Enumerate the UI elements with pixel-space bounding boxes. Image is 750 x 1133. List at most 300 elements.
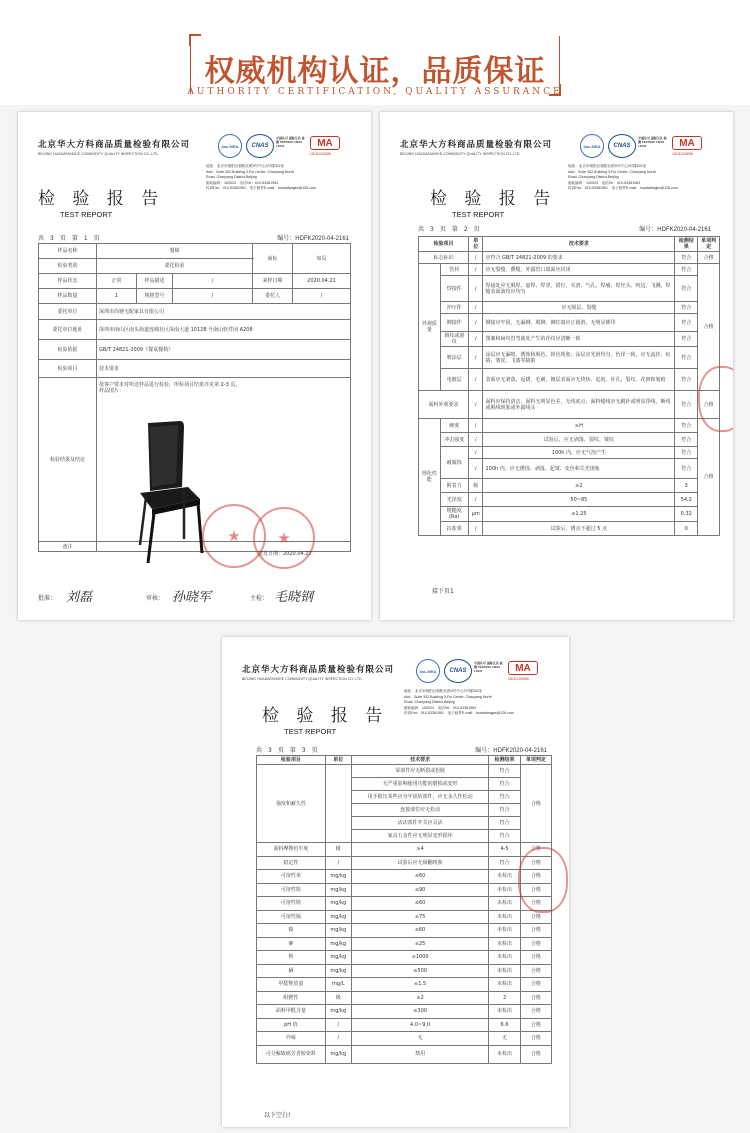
- table-cell: 合格: [698, 391, 720, 419]
- table-cell: 符合: [675, 419, 698, 433]
- ilac-logo: ilac-MRA: [580, 134, 604, 158]
- table-cell: 合格: [520, 1005, 551, 1019]
- table-cell: 用手揿压某些应为牢固的部件，应无永久性松动: [351, 791, 489, 804]
- table-row: [419, 332, 720, 347]
- table-cell: 符合: [675, 252, 698, 264]
- table-cell: /: [468, 433, 483, 447]
- table-row: [257, 856, 552, 870]
- cnas-logo: CNAS: [444, 659, 472, 683]
- table-cell: 规格型号: [137, 289, 173, 304]
- cnas-text: 中国认可 国际互认 检测 TESTING CNAS L6137: [638, 136, 667, 148]
- table-row: [257, 910, 552, 924]
- table-cell: /: [468, 459, 483, 479]
- table-row: [419, 447, 720, 459]
- table-cell: 委托单位地址: [39, 320, 97, 340]
- table-cell: 光泽度: [440, 493, 468, 507]
- table-cell: 检验项目: [257, 756, 326, 765]
- table-cell: /: [468, 347, 483, 369]
- table-cell: 可溶性铬: [257, 897, 326, 911]
- table-cell: 合格: [520, 1032, 551, 1046]
- cnas-text: 中国认可 国际互认 检测 TESTING CNAS L6137: [474, 661, 503, 673]
- table-cell: 符合: [675, 347, 698, 369]
- table-cell: 家具五金件应无明显变形损坏: [351, 830, 489, 843]
- table-cell: 来样日期: [253, 274, 293, 289]
- table-cell: /: [468, 391, 483, 419]
- table-cell: 焊接处应无脱焊、虚焊、焊穿、错位、夹渣，气孔、焊瘤、焊丝头、咬边、飞溅，焊缝表面波纹应均匀: [483, 276, 675, 302]
- table-cell: 粗糙度 (Ra): [440, 507, 468, 522]
- table-cell: 0.32: [675, 507, 698, 522]
- report-number: 编号：HDFK2020-04-2161: [277, 236, 349, 242]
- table-cell: 2020.04.21: [293, 274, 351, 289]
- table-cell: 合格: [520, 951, 551, 965]
- table-cell: ≤1.5: [351, 978, 489, 992]
- table-cell: 技术要求: [97, 360, 351, 378]
- table-cell: 合格: [520, 897, 551, 911]
- table-cell: ≤1000: [351, 951, 489, 965]
- table-cell: 合格: [520, 856, 551, 870]
- table-row: [419, 433, 720, 447]
- table-cell: 54.2: [675, 493, 698, 507]
- report-title: 检 验 报 告: [262, 706, 389, 726]
- cert-logos: [218, 134, 353, 160]
- org-name: 北京华大方科商品质量检验有限公司: [400, 140, 553, 150]
- table-cell: 应符合 GB/T 24821-2009 的要求: [483, 252, 675, 264]
- table-cell: 1: [97, 289, 137, 304]
- table-cell: /: [325, 1018, 351, 1032]
- table-cell: /: [468, 252, 483, 264]
- table-cell: 附着力: [440, 479, 468, 493]
- report-title-en: TEST REPORT: [452, 210, 505, 219]
- table-cell: 未检出: [489, 951, 520, 965]
- report-page-1: [18, 112, 371, 620]
- table-cell: /: [468, 369, 483, 391]
- table-cell: ≤300: [351, 1005, 489, 1019]
- table-cell: 理化性能: [419, 419, 441, 536]
- table-cell: 备注: [39, 542, 97, 552]
- table-cell: 级: [325, 843, 351, 857]
- table-cell: 合格: [520, 843, 551, 857]
- table-cell: 3: [675, 479, 698, 493]
- table-cell: 技术要求: [483, 237, 675, 252]
- table-row: [257, 870, 552, 884]
- table-cell: 电镀层: [440, 369, 468, 391]
- table-cell: 符合: [489, 856, 520, 870]
- table-cell: 符合: [675, 302, 698, 314]
- table-cell: 深圳市尚驰宅配家具有限公司: [97, 304, 351, 320]
- table-cell: 符合: [489, 804, 520, 817]
- cert-logos: [416, 659, 551, 685]
- table-cell: 镍: [257, 924, 326, 938]
- table-cell: ≤500: [351, 964, 489, 978]
- report-title-en: TEST REPORT: [284, 727, 337, 736]
- table-cell: mg/kg: [325, 924, 351, 938]
- table-cell: 4.0~9.0: [351, 1018, 489, 1032]
- cnas-logo: CNAS: [608, 134, 636, 158]
- table-cell: 连接部位应无松动: [351, 804, 489, 817]
- table-row: [257, 951, 552, 965]
- table-cell: 铆接应牢固，无漏铆、脱铆，铆钉端应正圆滑，无明显锤印: [483, 314, 675, 332]
- table-cell: 耐腐蚀: [440, 447, 468, 479]
- table-cell: 100h 内，应无锈蚀、剥落、起皱、变色和失光现象: [483, 459, 675, 479]
- table-cell: 可溶性镉: [257, 910, 326, 924]
- table-row: [257, 1005, 552, 1019]
- table-cell: 无严重影响使用功能的磨损或变形: [351, 778, 489, 791]
- report-number: 编号：HDFK2020-04-2161: [475, 748, 547, 754]
- table-cell: /: [468, 447, 483, 459]
- table-cell: 0: [675, 522, 698, 536]
- table-row: [257, 1045, 552, 1063]
- table-cell: 标志标识: [419, 252, 469, 264]
- table-cell: 检验依据: [39, 340, 97, 360]
- page-indicator: 共 3 页 第 1 页: [38, 235, 100, 242]
- table-row: [419, 522, 720, 536]
- table-row: [257, 991, 552, 1005]
- table-cell: 合格: [520, 924, 551, 938]
- table-cell: 甲醛释放量: [257, 978, 326, 992]
- header-banner: [0, 0, 750, 105]
- table-row: [419, 347, 720, 369]
- table-cell: 喷涂层: [440, 347, 468, 369]
- table-cell: 可分解致癌芳香胺染料: [257, 1045, 326, 1063]
- banner-subtitle: AUTHORITY CERTIFICATION, QUALITY ASSURANCE: [187, 87, 563, 97]
- page-indicator: 共 3 页 第 3 页: [256, 747, 318, 754]
- table-cell: 委托人: [253, 289, 293, 304]
- table-cell: 2: [489, 991, 520, 1005]
- table-cell: 面料应保持清洁，面料无明显色差，无线底点；面料缝线应无跳针或明显浮线，断线或脱线现象或外露线头: [483, 391, 675, 419]
- table-cell: mg/kg: [325, 1045, 351, 1063]
- org-name-en: BEIJING HUADAFANGKE COMMODITY QUALITY INSPECTION CO.,LTD: [242, 677, 362, 681]
- table-cell: 焊接件: [440, 276, 468, 302]
- table-cell: 委托单位: [39, 304, 97, 320]
- table-row: [257, 897, 552, 911]
- table-cell: μm: [468, 507, 483, 522]
- table-row: [257, 1032, 552, 1046]
- table-cell: 面料摩擦色牢度: [257, 843, 326, 857]
- table-row: [419, 391, 720, 419]
- table-cell: 合格: [698, 252, 720, 264]
- table-cell: 涂层应无漏喷、锈蚀和脱色、掉色现象；涂层应光滑均匀，色泽一致，应无流挂、疙瘩、皱皮、飞漆等缺陷: [483, 347, 675, 369]
- table-cell: ≤60: [351, 870, 489, 884]
- table-cell: /: [293, 289, 351, 304]
- table-row: [419, 264, 720, 276]
- table-cell: /: [468, 302, 483, 314]
- table-cell: ≤25: [351, 937, 489, 951]
- cma-logo: MA: [310, 136, 340, 150]
- table-cell: 检验项目: [39, 360, 97, 378]
- report-page-2: [380, 112, 733, 620]
- table-cell: 4-5: [489, 843, 520, 857]
- table-row: [257, 964, 552, 978]
- org-address: 地址：北京市朝阳区朝阳北路9号中心3号楼302室 Add：Suite 302,Building 3,Fui Center, Chaoyang North Road ,Chaoyang District,Beijing 邮政编码：100024 电话Tel：010-53381963 传真Fax：010-53381961 电子邮件E-mail：huadafangke@126.com: [404, 689, 514, 716]
- table-cell: 50~85: [483, 493, 675, 507]
- table-cell: 试验后，锈点不超过 5 点: [483, 522, 675, 536]
- table-row: [257, 924, 552, 938]
- table-cell: ≥2: [351, 991, 489, 1005]
- table-cell: 未检出: [489, 910, 520, 924]
- table-cell: 合格: [520, 883, 551, 897]
- table-cell: 6.6: [489, 1018, 520, 1032]
- table-cell: ≤75: [351, 910, 489, 924]
- table-cell: 试验后，应无剥落、裂纹、皱纹: [483, 433, 675, 447]
- table-cell: 未检出: [489, 978, 520, 992]
- table-cell: 委托检验: [97, 259, 253, 274]
- table-cell: mg/L: [325, 978, 351, 992]
- table-cell: 合格: [520, 978, 551, 992]
- table-cell: /: [325, 1032, 351, 1046]
- table-cell: 样品名称: [39, 244, 97, 259]
- table-cell: 未检出: [489, 883, 520, 897]
- table-cell: 强度和耐久性: [257, 765, 326, 843]
- table-cell: pH 值: [257, 1018, 326, 1032]
- table-row: [419, 369, 720, 391]
- table-cell: [325, 765, 351, 843]
- table-cell: 检验项目: [419, 237, 469, 252]
- table-cell: 符合: [489, 830, 520, 843]
- table-cell: 异味: [257, 1032, 326, 1046]
- table-row: [257, 978, 552, 992]
- table-cell: ≤1.25: [483, 507, 675, 522]
- table-row: [257, 937, 552, 951]
- table-cell: 检测结果: [489, 756, 520, 765]
- table-cell: 餐椅: [97, 244, 253, 259]
- table-cell: 级: [468, 479, 483, 493]
- results-table-3: [256, 755, 552, 1064]
- table-cell: 应无裂缝、叠缝，外露管口端面应封闭: [483, 264, 675, 276]
- table-cell: /: [325, 856, 351, 870]
- table-cell: 检验结果及结论: [39, 378, 97, 542]
- table-cell: 样品状态: [39, 274, 97, 289]
- table-cell: 符合: [675, 459, 698, 479]
- table-cell: ≥2: [483, 479, 675, 493]
- table-cell: 未检出: [489, 870, 520, 884]
- cert-logos: [580, 134, 715, 160]
- table-row: [419, 252, 720, 264]
- org-name-en: BEIJING HUADAFANGKE COMMODITY QUALITY INSPECTION CO.,LTD: [400, 152, 520, 156]
- table-cell: /: [468, 314, 483, 332]
- table-cell: 冲压件: [440, 302, 468, 314]
- table-cell: 未检出: [489, 964, 520, 978]
- table-cell: 样品数量: [39, 289, 97, 304]
- table-cell: 符合: [675, 369, 698, 391]
- table-cell: 单项判定: [698, 237, 720, 252]
- end-note: 以下空白!: [264, 1112, 291, 1119]
- table-cell: 铆接件: [440, 314, 468, 332]
- table-row: [257, 883, 552, 897]
- reviewer-signature: 孙晓军: [172, 590, 212, 605]
- table-cell: 符合: [489, 791, 520, 804]
- table-cell: GB/T 24821-2009《餐桌餐椅》: [97, 340, 351, 360]
- report-page-3: [222, 637, 569, 1127]
- table-cell: 面料外观要求: [419, 391, 469, 419]
- table-cell: 符合: [489, 817, 520, 830]
- table-cell: 合格: [520, 870, 551, 884]
- table-cell: 未检出: [489, 1045, 520, 1063]
- table-cell: 级: [325, 991, 351, 1005]
- table-cell: 应无脱层、裂缝: [483, 302, 675, 314]
- table-cell: ≤60: [351, 897, 489, 911]
- table-cell: 面料甲醛含量: [257, 1005, 326, 1019]
- table-cell: 深圳市南山区南头街道莲城社区深南大道 10128 号南山软件园 A208: [97, 320, 351, 340]
- cma-logo: MA: [672, 136, 702, 150]
- table-cell: 未检出: [489, 937, 520, 951]
- table-cell: 检验类别: [39, 259, 97, 274]
- table-cell: 无: [351, 1032, 489, 1046]
- table-cell: mg/kg: [325, 870, 351, 884]
- table-cell: 禁用: [351, 1045, 489, 1063]
- chair-photo: [118, 417, 208, 565]
- table-cell: ≤90: [351, 883, 489, 897]
- table-cell: 符合: [675, 276, 698, 302]
- ilac-logo: ilac-MRA: [416, 659, 440, 683]
- table-row: [257, 843, 552, 857]
- table-cell: 符合: [675, 447, 698, 459]
- table-cell: 硒: [257, 964, 326, 978]
- table-cell: mg/kg: [325, 951, 351, 965]
- banner-title: 权威机构认证，品质保证: [204, 54, 546, 89]
- table-cell: mg/kg: [325, 964, 351, 978]
- table-row: [419, 276, 720, 302]
- table-cell: 外观质量: [419, 264, 441, 391]
- official-stamp: ★: [202, 504, 266, 568]
- table-cell: 合格: [698, 419, 720, 536]
- table-row: [419, 314, 720, 332]
- table-cell: 合格: [520, 1018, 551, 1032]
- table-cell: 符合: [675, 264, 698, 276]
- table-cell: /: [468, 522, 483, 536]
- table-cell: 符合: [675, 314, 698, 332]
- table-cell: 符合: [489, 765, 520, 778]
- table-cell: mg/kg: [325, 1005, 351, 1019]
- table-cell: 零部件应无断裂或松脱: [351, 765, 489, 778]
- table-cell: ≤60: [351, 924, 489, 938]
- table-cell: ≥4: [351, 843, 489, 857]
- table-cell: 合格: [520, 1045, 551, 1063]
- table-cell: /: [468, 493, 483, 507]
- table-row: [419, 479, 720, 493]
- signatures: 批准： 刘磊 审核： 孙晓军 主检： 毛晓钢: [38, 584, 358, 610]
- report-title: 检 验 报 告: [430, 189, 557, 209]
- table-cell: 按客户要求对所送样品进行检验，所检项目结果详见第 2-3 页。 样品图片：: [97, 378, 351, 542]
- table-cell: 符合: [675, 433, 698, 447]
- table-cell: 符合: [675, 332, 698, 347]
- table-cell: mg/kg: [325, 937, 351, 951]
- cnas-logo: CNAS: [246, 134, 274, 158]
- table-cell: 可溶性苯: [257, 870, 326, 884]
- table-cell: 合格: [520, 991, 551, 1005]
- table-cell: 管材: [440, 264, 468, 276]
- table-cell: mg/kg: [325, 897, 351, 911]
- report-title: 检 验 报 告: [38, 189, 165, 209]
- table-cell: 无: [489, 1032, 520, 1046]
- issue-date: 签发日期：2020.04.27: [258, 551, 312, 557]
- cma-number: 150111340088: [310, 152, 331, 156]
- tester-signature: 毛晓钢: [274, 590, 314, 605]
- cma-number: 150111340088: [508, 677, 529, 681]
- table-cell: 表面应无剥落、返锈、毛刺，镀层表面应无烧焦、起泡、针孔、裂纹、花斑和划痕: [483, 369, 675, 391]
- table-cell: 冲击强度: [440, 433, 468, 447]
- table-cell: /: [173, 289, 253, 304]
- table-cell: 硬度: [440, 419, 468, 433]
- table-cell: 试验后应无倾翻现象: [351, 856, 489, 870]
- table-row: [419, 507, 720, 522]
- table-cell: 钡: [257, 951, 326, 965]
- report-title-en: TEST REPORT: [60, 210, 113, 219]
- continued-note: 接下页1: [432, 588, 454, 595]
- table-cell: 如页: [293, 244, 351, 274]
- table-cell: 砷: [257, 937, 326, 951]
- table-cell: 合格: [520, 937, 551, 951]
- table-cell: 样品描述: [137, 274, 173, 289]
- table-header-row: [419, 237, 720, 252]
- table-cell: 未检出: [489, 1005, 520, 1019]
- table-cell: 合格: [520, 765, 551, 843]
- table-cell: mg/kg: [325, 910, 351, 924]
- table-row: [419, 302, 720, 314]
- table-cell: 符合: [489, 778, 520, 791]
- table-cell: 阻燃性: [257, 991, 326, 1005]
- cnas-text: 中国认可 国际互认 检测 TESTING CNAS L6137: [276, 136, 305, 148]
- table-cell: /: [173, 274, 253, 289]
- table-cell: 未检出: [489, 924, 520, 938]
- inspection-stamp: ★: [253, 507, 315, 569]
- table-cell: 单位: [325, 756, 351, 765]
- table-header-row: [257, 756, 552, 765]
- table-cell: 合格: [698, 264, 720, 391]
- table-cell: /: [468, 332, 483, 347]
- table-cell: 检测结果: [675, 237, 698, 252]
- results-table-2: [418, 236, 720, 536]
- table-cell: mg/kg: [325, 883, 351, 897]
- approver-signature: 刘磊: [66, 590, 93, 605]
- seam-stamp: [698, 366, 733, 432]
- report-number: 编号：HDFK2020-04-2161: [639, 227, 711, 233]
- table-cell: 100h 内，应无气泡产生: [483, 447, 675, 459]
- table-cell: /: [468, 264, 483, 276]
- table-cell: 抗盐雾: [440, 522, 468, 536]
- table-cell: 符合: [675, 391, 698, 419]
- ilac-logo: ilac-MRA: [218, 134, 242, 158]
- org-name: 北京华大方科商品质量检验有限公司: [242, 665, 395, 675]
- table-cell: /: [468, 419, 483, 433]
- org-address: 地址：北京市朝阳区朝阳北路9号中心3号楼302室 Add：Suite 302,Building 3,Fui Center, Chaoyang North Road ,Chaoyang District,Beijing 邮政编码：100024 电话Tel：010-53381963 传真Fax：010-53381961 电子邮件E-mail：huadafangke@126.com: [568, 164, 678, 191]
- table-cell: 活动部件开关应灵活: [351, 817, 489, 830]
- table-cell: 未检出: [489, 897, 520, 911]
- table-row: [257, 765, 552, 778]
- table-cell: 合格: [520, 910, 551, 924]
- page-indicator: 共 3 页 第 2 页: [418, 226, 480, 233]
- table-row: [419, 419, 720, 433]
- table-cell: 单位: [468, 237, 483, 252]
- cma-number: 150111340088: [672, 152, 693, 156]
- table-cell: 图案和扁纹管弯曲处产生的花纹应清晰一致: [483, 332, 675, 347]
- table-cell: 锁纹或滚纹: [440, 332, 468, 347]
- org-address: 地址：北京市朝阳区朝阳北路9号中心3号楼302室 Add：Suite 302,Building 3,Fui Center, Chaoyang North Road ,Chaoyang District,Beijing 邮政编码：100024 电话Tel：010-53381963 传真Fax：010-53381961 电子邮件E-mail：huadafangke@126.com: [206, 164, 316, 191]
- table-cell: /: [468, 276, 483, 302]
- org-name-en: BEIJING HUADAFANGKE COMMODITY QUALITY INSPECTION CO.,LTD: [38, 152, 158, 156]
- cma-logo: MA: [508, 661, 538, 675]
- org-name: 北京华大方科商品质量检验有限公司: [38, 140, 191, 150]
- table-cell: ≥H: [483, 419, 675, 433]
- table-cell: 可溶性铅: [257, 883, 326, 897]
- seam-stamp: [518, 847, 568, 913]
- table-cell: 技术要求: [351, 756, 489, 765]
- table-cell: 正常: [97, 274, 137, 289]
- table-cell: 商标: [253, 244, 293, 274]
- table-row: [257, 1018, 552, 1032]
- table-row: [419, 493, 720, 507]
- table-cell: 单项判定: [520, 756, 551, 765]
- table-cell: 稳定性: [257, 856, 326, 870]
